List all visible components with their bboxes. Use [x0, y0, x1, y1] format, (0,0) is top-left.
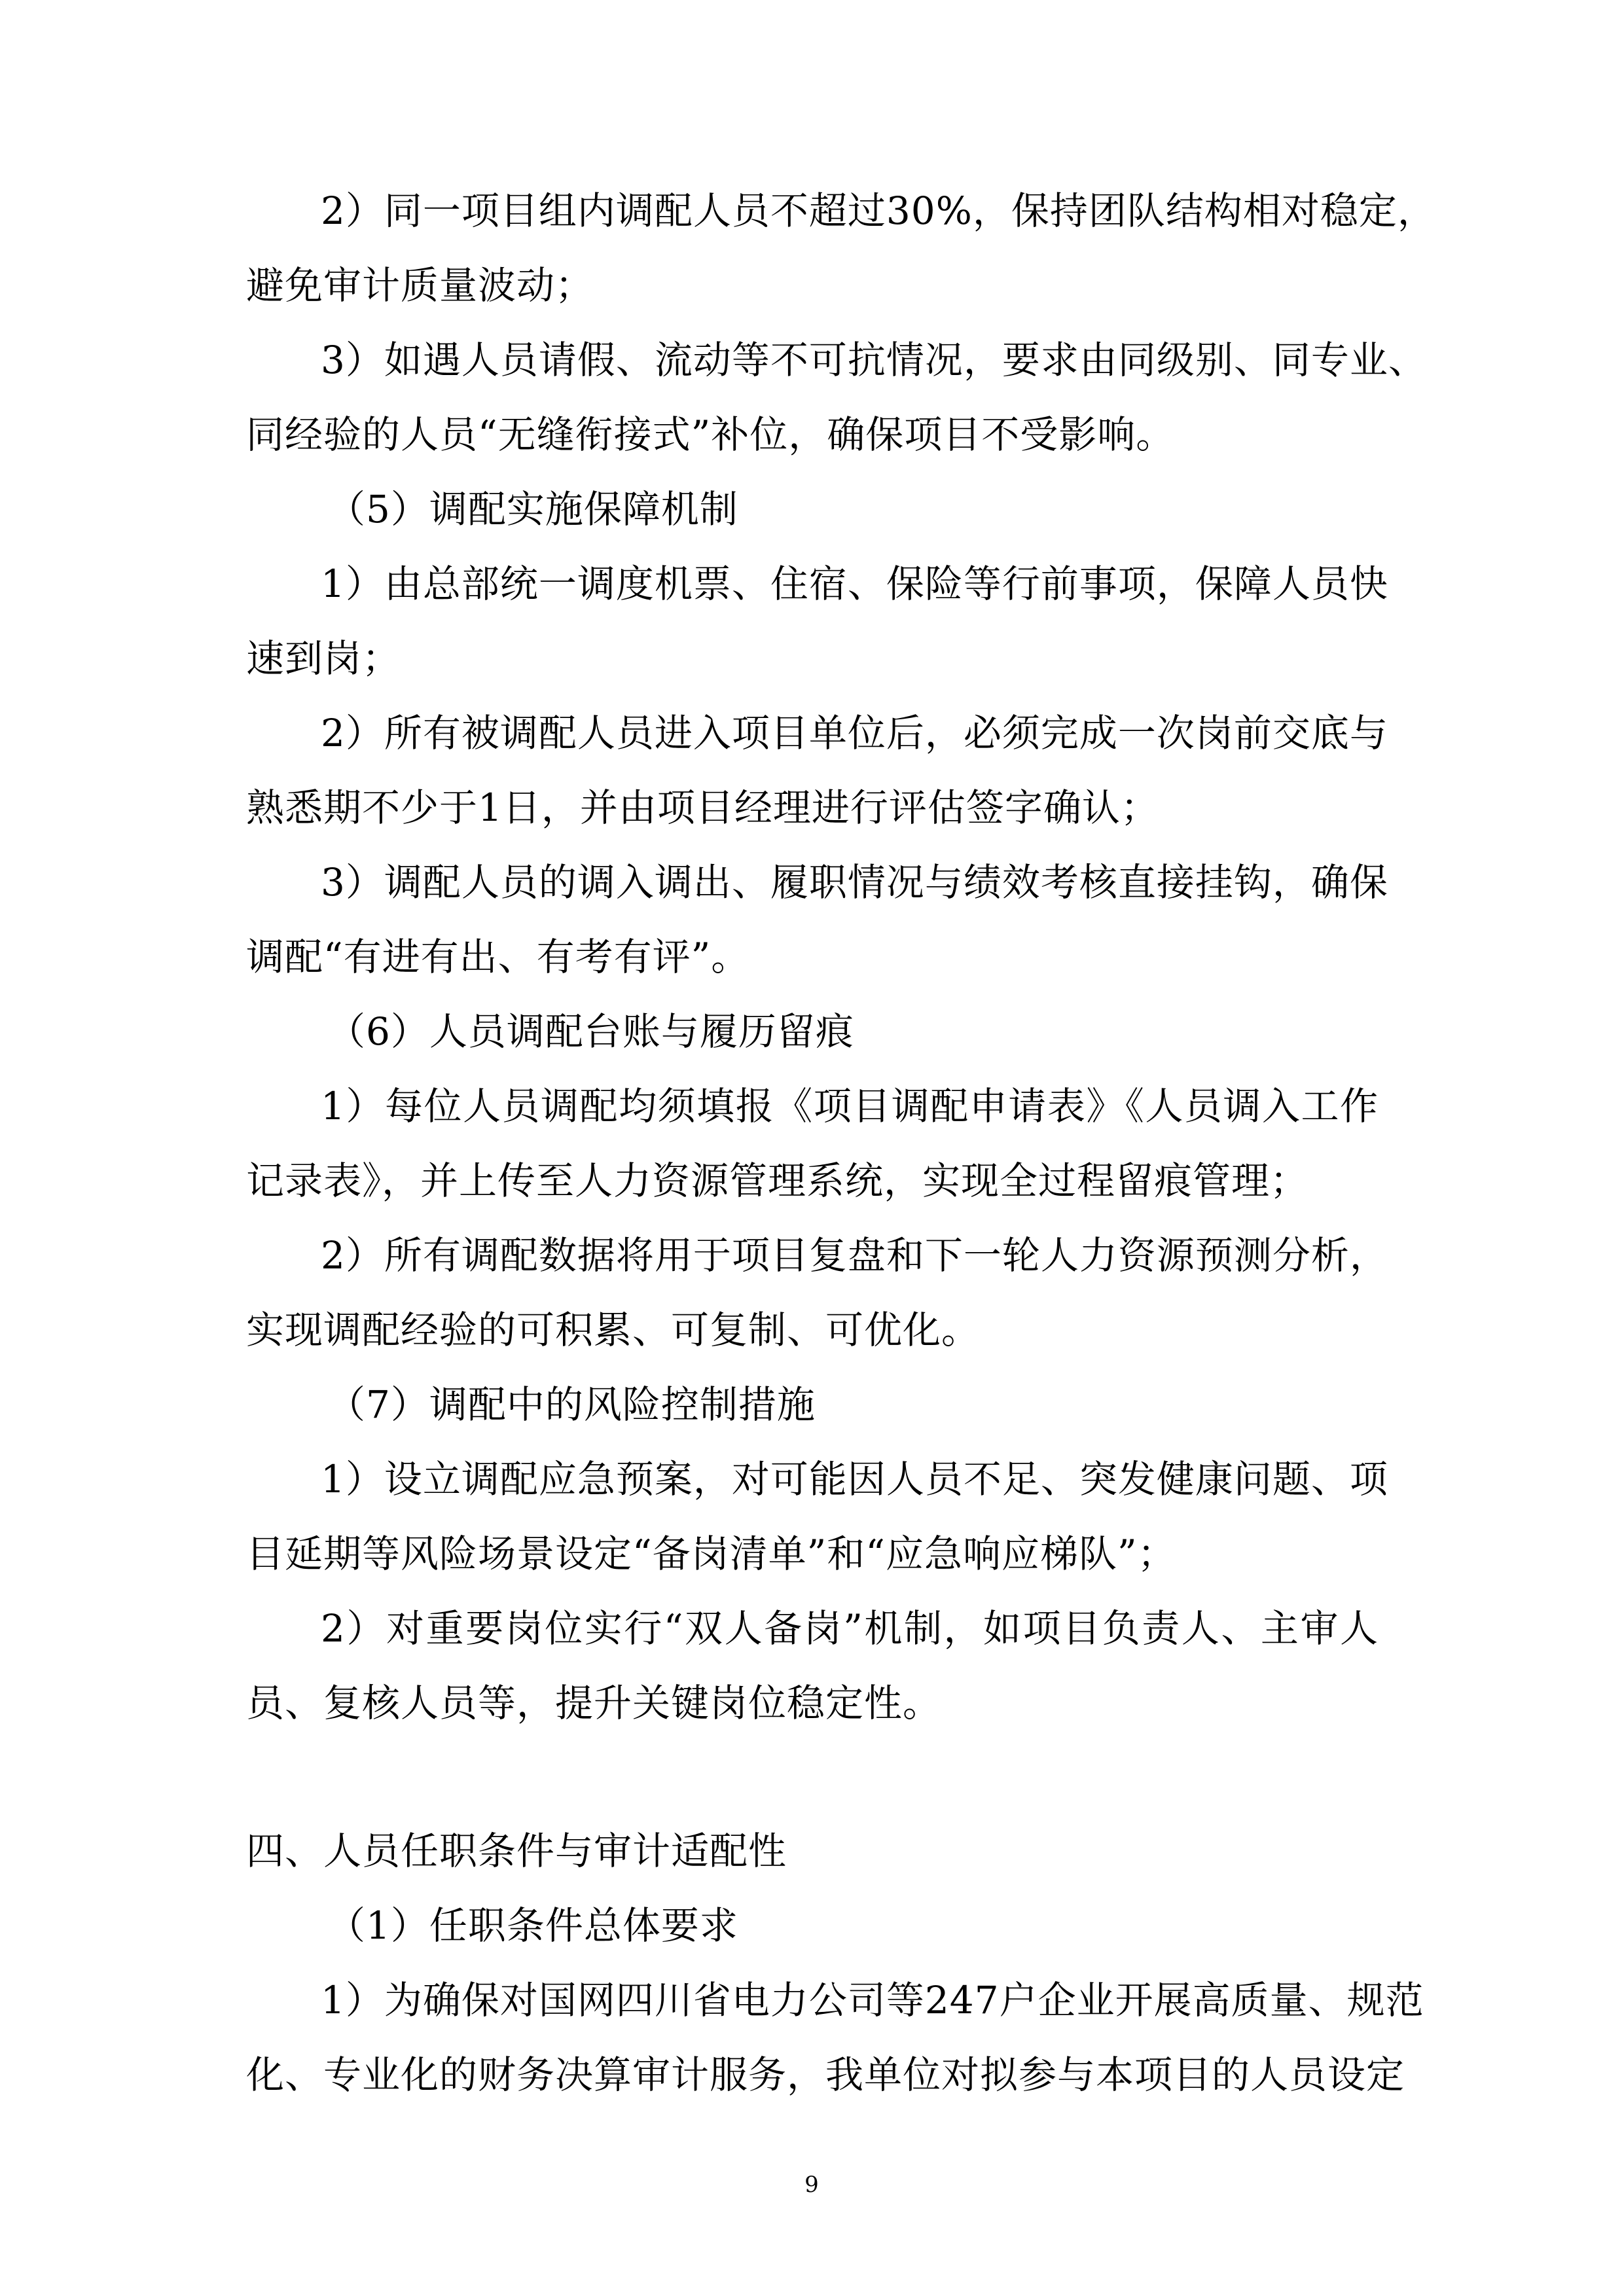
subsection-heading: （1）任职条件总体要求	[327, 1903, 738, 1948]
paragraph-line: 1）每位人员调配均须填报《项目调配申请表》《人员调入工作	[321, 1084, 1379, 1128]
paragraph-line: 1）由总部统一调度机票、住宿、保险等行前事项，保障人员快	[321, 562, 1388, 606]
paragraph-line: 实现调配经验的可积累、可复制、可优化。	[246, 1308, 981, 1352]
paragraph-line: 化、专业化的财务决算审计服务，我单位对拟参与本项目的人员设定	[246, 2053, 1405, 2097]
paragraph-line: 目延期等风险场景设定“备岗清单”和“应急响应梯队”；	[246, 1532, 1176, 1576]
paragraph-line: 3）如遇人员请假、流动等不可抗情况，要求由同级别、同专业、	[321, 338, 1427, 382]
paragraph-line: 避免审计质量波动；	[246, 263, 594, 308]
paragraph-line: 员、复核人员等，提升关键岗位稳定性。	[246, 1681, 942, 1725]
paragraph-line: 2）同一项目组内调配人员不超过30%，保持团队结构相对稳定，	[321, 188, 1436, 233]
paragraph-line: 调配“有进有出、有考有评”。	[246, 935, 750, 979]
subsection-heading: （7）调配中的风险控制措施	[327, 1382, 816, 1427]
paragraph-line: 3）调配人员的调入调出、履职情况与绩效考核直接挂钩，确保	[321, 860, 1388, 905]
paragraph-line: 记录表》，并上传至人力资源管理系统，实现全过程留痕管理；	[246, 1158, 1309, 1203]
paragraph-line: 1）设立调配应急预案，对可能因人员不足、突发健康问题、项	[321, 1457, 1388, 1501]
section-heading: 四、人员任职条件与审计适配性	[246, 1829, 787, 1873]
paragraph-line: 熟悉期不少于1日，并由项目经理进行评估签字确认；	[246, 785, 1159, 830]
paragraph-line: 2）所有调配数据将用于项目复盘和下一轮人力资源预测分析，	[321, 1233, 1388, 1278]
paragraph-line: 2）所有被调配人员进入项目单位后，必须完成一次岗前交底与	[321, 711, 1388, 755]
paragraph-line: 同经验的人员“无缝衔接式”补位，确保项目不受影响。	[246, 412, 1175, 457]
paragraph-line: 1）为确保对国网四川省电力公司等247户企业开展高质量、规范	[321, 1978, 1424, 2022]
subsection-heading: （5）调配实施保障机制	[327, 487, 738, 531]
page-number: 9	[804, 2172, 819, 2198]
paragraph-line: 2）对重要岗位实行“双人备岗”机制，如项目负责人、主审人	[321, 1606, 1379, 1651]
subsection-heading: （6）人员调配台账与履历留痕	[327, 1009, 854, 1054]
paragraph-line: 速到岗；	[246, 636, 401, 681]
